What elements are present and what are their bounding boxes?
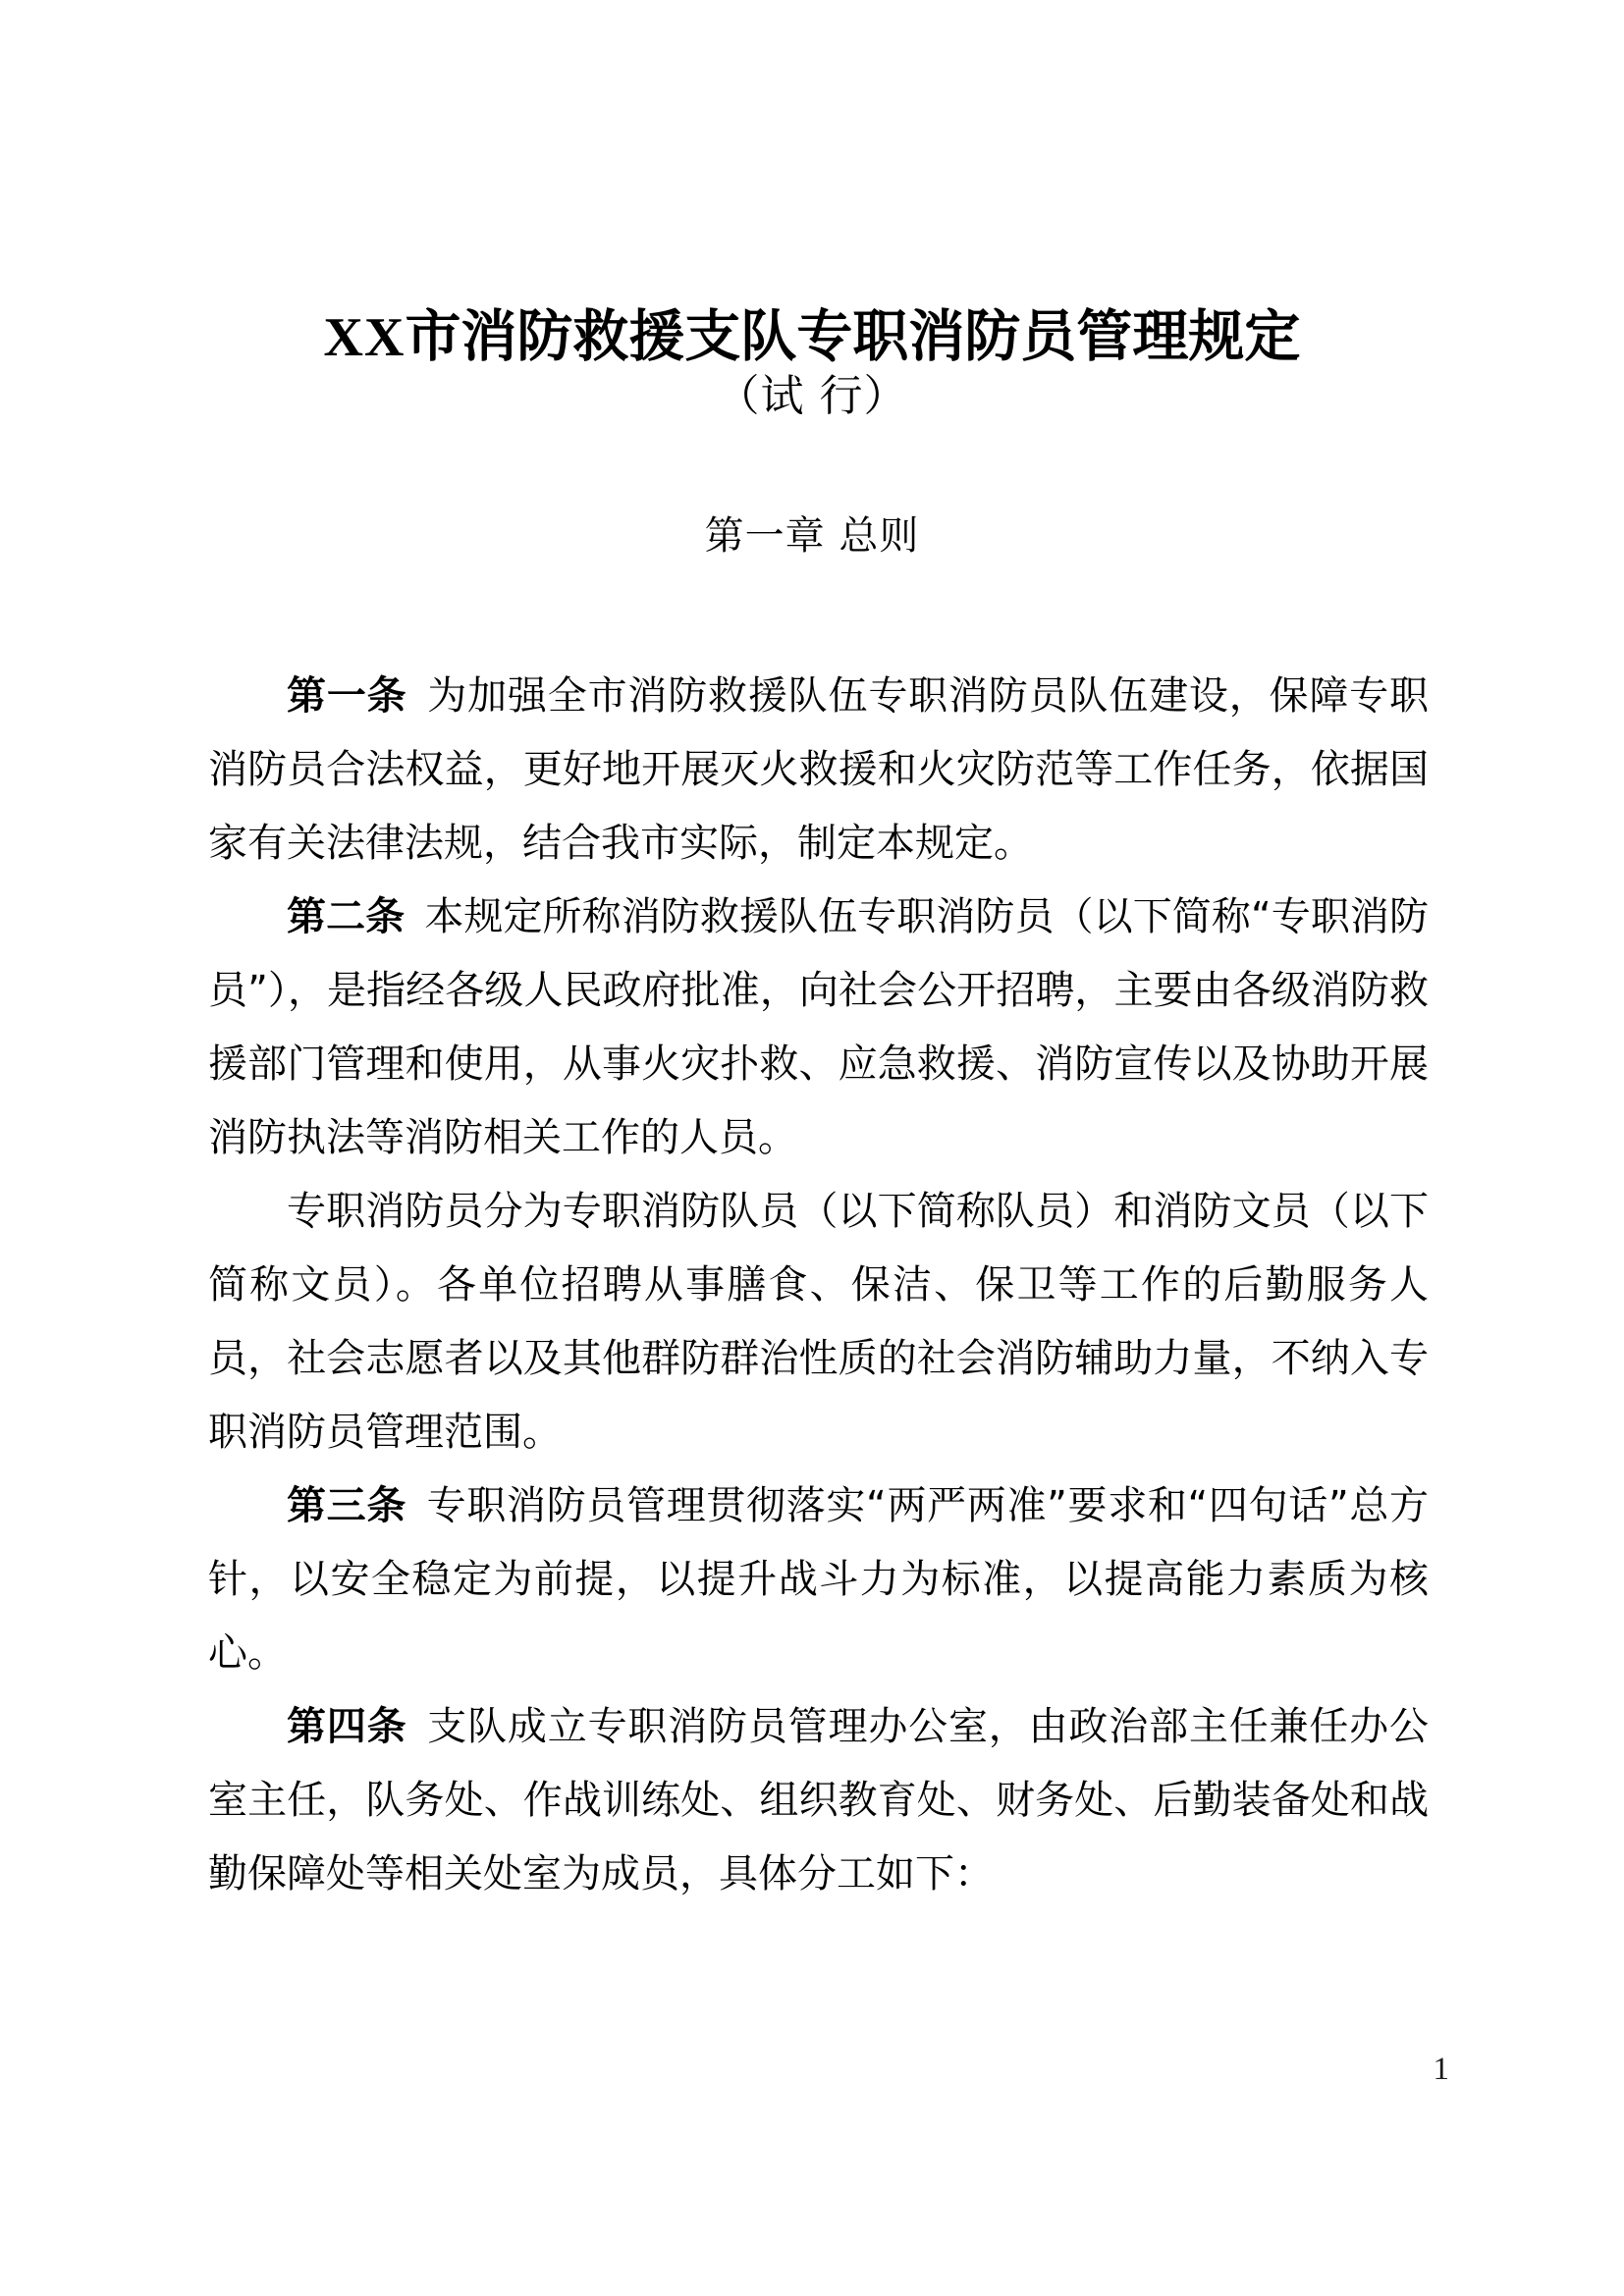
document-body bbox=[208, 660, 1429, 1911]
page-subtitle: （试 行） bbox=[716, 371, 908, 421]
article-marker: 第四条 bbox=[287, 1704, 407, 1749]
page-title bbox=[0, 304, 1624, 370]
paragraph-text: 本规定所称消防救援队伍专职消防员（以下简称“专职消防员”），是指经各级人民政府批准，向社会公开招聘，主要由各级消防救援部门管理和使用，从事火灾扑救、应急救援、消防宣传以及协助开展消防执法等消防相关工作的人员。 bbox=[208, 894, 1429, 1160]
paragraph bbox=[208, 1469, 1429, 1690]
chapter-heading: 第一章 总则 bbox=[704, 513, 920, 559]
paragraph-text: 支队成立专职消防员管理办公室，由政治部主任兼任办公室主任，队务处、作战训练处、组织教育处、财务处、后勤装备处和战勤保障处等相关处室为成员，具体分工如下： bbox=[208, 1704, 1430, 1896]
paragraph bbox=[208, 1690, 1429, 1911]
paragraph-text: 为加强全市消防救援队伍专职消防员队伍建设，保障专职消防员合法权益，更好地开展灭火救援和火灾防范等工作任务，依据国家有关法律法规，结合我市实际，制定本规定。 bbox=[208, 673, 1430, 866]
article-marker: 第一条 bbox=[287, 673, 407, 719]
page-title-han: 市消防救援支队专职消防员管理规定 bbox=[405, 304, 1301, 370]
article-marker: 第二条 bbox=[287, 894, 406, 939]
paragraph-text: 专职消防员分为专职消防队员（以下简称队员）和消防文员（以下简称文员）。各单位招聘从事膳食、保洁、保卫等工作的后勤服务人员，社会志愿者以及其他群防群治性质的社会消防辅助力量，不纳入专职消防员管理范围。 bbox=[208, 1189, 1429, 1455]
page-number: 1 bbox=[1433, 2052, 1449, 2087]
page-title-latin-prefix: XX bbox=[323, 307, 406, 369]
paragraph bbox=[208, 881, 1429, 1175]
article-marker: 第三条 bbox=[287, 1483, 407, 1528]
paragraph-text: 专职消防员管理贯彻落实“两严两准”要求和“四句话”总方针，以安全稳定为前提，以提升战斗力为标准，以提高能力素质为核心。 bbox=[208, 1483, 1430, 1676]
paragraph bbox=[208, 1175, 1429, 1469]
paragraph bbox=[208, 660, 1429, 881]
